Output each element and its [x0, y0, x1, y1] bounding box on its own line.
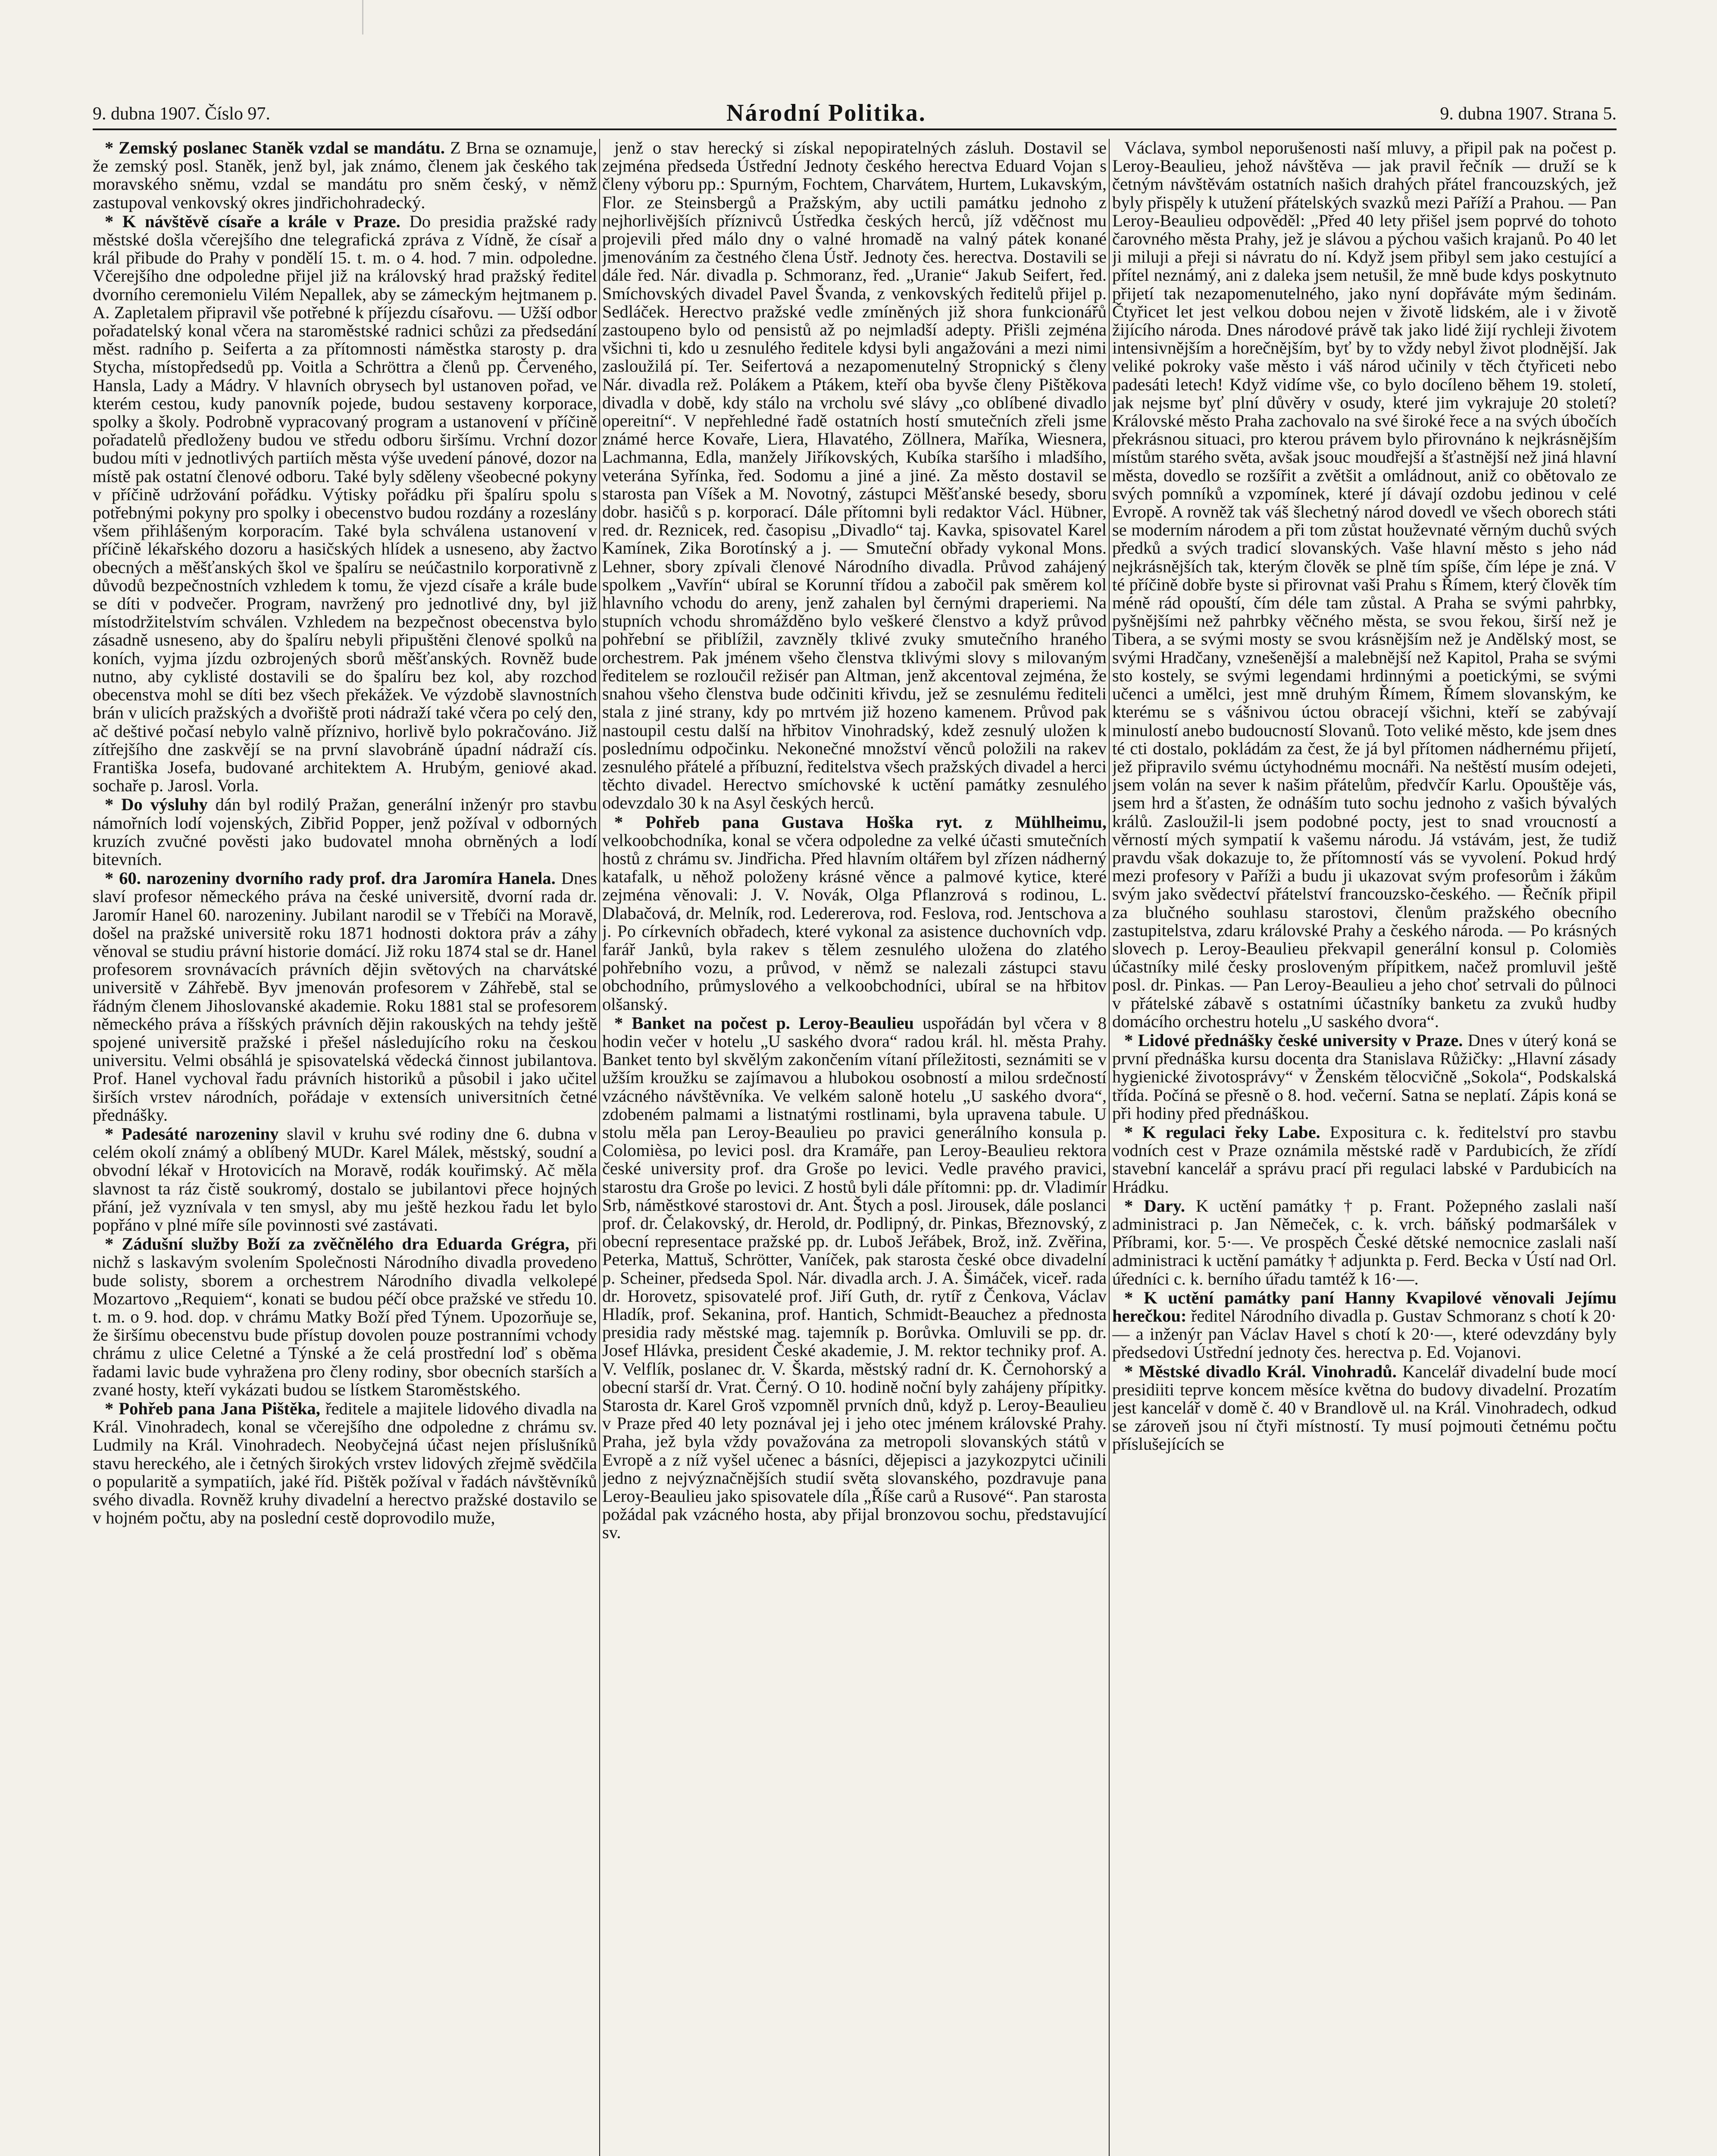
article-item: [1112, 1031, 1617, 1122]
article-body: dán byl rodilý Pražan, generální inženýr pro stavbu námořních lodí vojenských, Zibřid Popper, jenž požíval v odborných kruzích zvučné pověsti jako budovatel mnoha obrněných a lodí bitevních.: [93, 795, 597, 869]
article-item: [602, 1014, 1107, 1542]
article-headline: * K návštěvě císaře a krále v Praze.: [105, 211, 400, 231]
article-body: uspořádán byl včera v 8 hodin večer v hotelu „U saského dvora“ radou král. hl. města Prahy. Banket tento byl skvělým zakončením vítaní příležitosti, seznámiti se v užším kroužku se zajímavou a hlubokou osobností a milou srdečností vzácného návštěvníka. Ve velkém saloně hotelu „U saského dvora“, zdobeném palmami a listnatými rostlinami, byla upravena tabule. U stolu měla pan Leroy-Beaulieu po pravici generálního konsula p. Colomièsa, po levici posl. dra Kramáře, pan Leroy-Beaulieu rektora české university prof. dra Groše po levici. Vedle pravého pravici, starostu dra Groše po levici. Z hostů byli dále přítomni: pp. dr. Vladimír Srb, náměstkové starostovi dr. Ant. Štych a posl. Jirousek, dále poslanci prof. dr. Čelakovský, dr. Herold, dr. Podlipný, dr. Pinkas, Březnovský, z obecní representace pražské pp. dr. Luboš Jeřábek, Brož, inž. Zvěřina, Peterka, Mattuš, Schrötter, Vaníček, pak starosta české obce divadelní p. Scheiner, předseda Spol. Nár. divadla arch. J. A. Šimáček, viceř. rada dr. Horovetz, spisovatelé prof. Jiří Guth, dr. rytíř z Čenkova, Václav Hladík, prof. Sekanina, prof. Hantich, Schmidt-Beauchez a přednosta presidia rady městské mag. tajemník p. Borůvka. Omluvili se pp. dr. Josef Hlávka, president České akademie, J. M. rektor techniky prof. A. V. Velflík, poslanec dr. V. Škarda, městský radní dr. K. Černohorský a obecní starší dr. Vrat. Černý. O 10. hodině noční byly zahájeny přípitky. Starosta dr. Karel Groš vzpomněl prvních dnů, když p. Leroy-Beaulieu v Praze před 40 lety poznával jej i jeho otec jménem královské Prahy. Praha, jež byla vždy považována za metropoli slovanských států v Evropě a z níž vyšel učenec a básníci, dějepisci a jazykozpytci učinili jedno z nejvýznačnějších studií světa slovanského, pozdravuje pana Leroy-Beaulieu jako spisovatele díla „Říše carů a Rusové“. Pan starosta požádal pak vzácného hosta, aby přijal bronzovou sochu, představující sv.: [602, 1013, 1107, 1542]
article-body: Z Brna se oznamuje, že zemský posl. Staněk, jenž byl, jak známo, členem jak českého tak moravského sněmu, vzdal se mandátu pro sněm český, v němž zastupoval venkovský okres jindřichohradecký.: [93, 139, 597, 212]
masthead-title: Národní Politika.: [726, 100, 926, 126]
column-divider-2: [1109, 139, 1110, 2156]
article-body: Václava, symbol neporušenosti naší mluvy, a připil pak na počest p. Leroy-Beaulieu, jehož návštěva — jak pravil řečník — druží se k četným návštěvám ostatních našich drahých přátel francouzských, jež byly přispěly k utužení přátelských svazků mezi Paříží a Prahou. — Pan Leroy-Beaulieu odpověděl: „Před 40 lety přišel jsem poprvé do tohoto čarovného města Prahy, jež je slávou a pýchou vašich krajanů. Po 40 let ji miluji a přeji si návratu do ní. Když jsem přibyl sem jako cestující a přítel neznámý, ani z daleka jsem netušil, že mně bude kdys poskytnuto přijetí tak nezapomenutelného, jako nyní dopřáváte mým šedinám. Čtyřicet let jest velkou dobou nejen v životě lidském, ale i v životě žijícího národa. Dnes národové právě tak jako lidé žijí rychleji životem intensivnějším a horečnějším, byť by to vždy nebyl život plodnější. Jak veliké pokroky vaše město i váš národ učinily v těch čtyřiceti nebo padesáti letech! Když vidíme vše, co bylo docíleno během 19. století, jak nejsme byť plní důvěry v osudy, které jim vykrajuje 20 století? Královské město Praha zachovalo na své široké řece a na svých úbočích překrásnou situaci, pro kterou právem bylo přirovnáno k nejkrásnějším místům starého světa, avšak jsouc moudřejší a šťastnější než jiná hlavní města, dovedlo se rozšířit a zvětšit a omládnout, aniž co obětovalo ze svých pomníků a vzpomínek, které jí dávají ozdobu jedinou v celé Evropě. A rovněž tak váš šlechetný národ dovedl ve všech oborech státi se moderním národem a při tom zůstat houževnaté věrným duchů svých předků a svých tradicí slovanských. Vaše hlavní město s jeho nád nejkrásnějších tak, kterým člověk se plně tím spíše, čím lépe je zná. V té příčině dobře byste si přirovnat vaši Prahu s Římem, který člověk tím méně rád opouští, čím déle tam zůstal. A Praha se svými pahrbky, pyšnějšími než pahrbky věčného města, se svou řekou, širší než je Tibera, a se svými mosty se svou krásnějším než je Andělský most, se svými Hradčany, vznešenější a malebnější než Kapitol, Praha se svými sto kostely, se svými legendami hrdinnými a poetickými, se svými učenci a umělci, jest mně druhým Římem, Římem slovanským, ke kterému se s vášnivou úctou obracejí všichni, kteří se zabývají minulostí anebo budoucností Slovanů. Toto veliké město, kde jsem dnes té cti dostalo, pokládám za čest, že já byl přítomen nádhernému přijetí, jež připravilo svému úctyhodnému mocnáři. Na neštěstí musím odejeti, jsem volán na sever k našim přátelům, předvčír Karlu. Opouštěje vás, jsem hrd a šťasten, že odnáším tuto sochu jednoho z vašich bývalých králů. Zasloužil-li jsem podobné pocty, jest to snad vroucností a věrností mých sympatií k vašemu národu. Já vstávám, jest, že tudiž pravdu však dokazuje to, že přítomností vás se vyvolení. Pokud hrdý mezi profesory v Paříži a budu ji ukazovat svým profesorům i žákům svým jako svědectví přátelství francouzsko-českého. — Řečník připil za blučného souhlasu starostovi, členům pražského obecního zastupitelstva, zdaru královské Prahy a českého národa. — Po krásných slovech p. Leroy-Beaulieu překvapil generální konsul p. Colomiès účastníky milé česky prosloveným přípitkem, načež promluvil ještě posl. dr. Pinkas. — Pan Leroy-Beaulieu a jeho choť setrvali do půlnoci v přátelské zábavě s ostatními účastníky banketu za zvuků hudby domácího orchestru hotelu „U saského dvora“.: [1112, 139, 1617, 1031]
article-item: [93, 1400, 597, 1527]
article-body: K uctění památky † p. Frant. Požepného zaslali naší administraci p. Jan Němeček, c. k. vrch. báňský podmaršálek v Příbrami, kor. 5·—. Ve prospěch České dětské nemocnice zaslali naší administraci k uctění památky † adjunkta p. Ferd. Becka v Ústí nad Orl. úředníci c. k. berního úřadu tamtéž k 16·—.: [1112, 1196, 1617, 1288]
article-body: ředitel Národního divadla p. Gustav Schmoranz s chotí k 20·— a inženýr pan Václav Havel s chotí k 20·—, které odevzdány byly předsedovi Ústřední jednoty čes. herectva p. Ed. Vojanovi.: [1112, 1306, 1617, 1362]
column-divider-1: [599, 139, 600, 2156]
article-headline: * K uctění památky paní Hanny Kvapilové věnovali Jejímu herečkou:: [1112, 1288, 1617, 1326]
column-2: [602, 139, 1107, 2156]
article-body: jenž o stav herecký si získal nepopiratelných zásluh. Dostavil se zejména předseda Ústřední Jednoty českého herectva Eduard Vojan s členy výboru pp.: Spurným, Fochtem, Charvátem, Hurtem, Lukavským, Flor. ze Steinsbergů a Pražským, aby uctili památku jednoho z nejhorlivějších příznivců Ústředka českých herců, jíž vděčnost mu projevili před málo dny o valné hromadě na valný pátek konané jmenováním za čestného člena Ústř. Jednoty čes. herectva. Dostavili se dále řed. Nár. divadla p. Schmoranz, řed. „Uranie“ Jakub Seifert, řed. Smíchovských divadel Pavel Švanda, z venkovských ředitelů přijel p. Sedláček. Herectvo pražské vedle zmíněných již shora funkcionářů zastoupeno bylo od pensistů až po nejmladší adepty. Přišli zejména všichni ti, kdo u zesnulého ředitele kdysi byli angažováni a mezi nimi zasloužilá pí. Ter. Seifertová a nezapomenutelný Stropnický s členy Nár. divadla rež. Polákem a Ptákem, kteří oba byvše členy Pištěkova divadla v době, kdy stálo na vrcholu své slávy „co oblíbené divadlo opereitní“. V nepřehledné řadě ostatních hostí smutečních zřeli jsme známé herce Kovaře, Liera, Hlavatého, Zöllnera, Maříka, Wiesnera, Lachmanna, Edla, manžely Jiříkovských, Kubíka staršího i mladšího, veterána Syřínka, řed. Sodomu a jiné a jiné. Za město dostavil se starosta pan Víšek a M. Novotný, zástupci Měšťanské besedy, sboru dobr. hasičů s p. korporací. Dále přítomni byli redaktor Václ. Hübner, red. dr. Reznicek, red. časopisu „Divadlo“ taj. Kavka, spisovatel Karel Kamínek, Zika Borotínský a j. — Smuteční obřady vykonal Mons. Lehner, sbory zpívali členové Národního divadla. Průvod zahájený spolkem „Vavřín“ ubíral se Korunní třídou a zabočil pak směrem kol hlavního vchodu do areny, jenž zahalen byl černými draperiemi. Na stupních vchodu shromážděno bylo veškeré členstvo a když průvod pohřební se přiblížil, zavzněly tklivé zvuky smutečního hraného orchestrem. Pak jménem všeho členstva tklivými slovy s milovaným ředitelem se rozloučil režisér pan Altman, jenž akcentoval zejména, že snahou všeho členstva bude odčiniti křivdu, jež se zesnulému řediteli stala z jiné strany, kdy po mrtvém již hozeno kamenem. Průvod pak nastoupil cestu další na hřbitov Vinohradský, kdež zesnulý uložen k poslednímu odpočinku. Nekonečné množství věnců položili na rakev zesnulého přátelé a příbuzní, ředitelstva všech pražských divadel a herci těchto divadel. Herectvo smíchovské k uctění památky zesnulého odevzdalo 30 k na Asyl českých herců.: [602, 139, 1107, 813]
article-item: [93, 139, 597, 212]
article-item: [1112, 1363, 1617, 1454]
article-headline: * 60. narozeniny dvorního rady prof. dra Jaromíra Hanela.: [105, 868, 556, 888]
article-body: Dnes slaví profesor německého práva na české universitě, dvorní rada dr. Jaromír Hanel 60. narozeniny. Jubilant narodil se v Třebíči na Moravě, došel na pražské universitě roku 1871 hodnosti doktora práv a záhy věnoval se studiu právní historie domácí. Již roku 1874 stal se dr. Hanel profesorem srovnávacích právních dějin světových na charvátské universitě v Záhřebě. Byv jmenován profesorem v Záhřebě, stal se řádným členem Jihoslovanské akademie. Roku 1881 stal se profesorem německého práva a říšských právních dějin rakouských na tehdy ještě spojené universitě pražské i přešel následujícího roku na českou universitu. Velmi obsáhlá je spisovatelská vědecká činnost jubilantova. Prof. Hanel vychoval řadu právních historiků a působil i jako učitel širších vrstev národních, pořádaje v extensích universitních četné přednášky.: [93, 868, 597, 1125]
article-body: slavil v kruhu své rodiny dne 6. dubna v celém okolí známý a oblíbený MUDr. Karel Málek, městský, soudní a obvodní lékař v Hrotovicích na Moravě, rodák kouřimský. Ač měla slavnost ta ráz čistě soukromý, dostalo se jubilantovi přece hojných přání, jež vyznívala v ten smysl, aby mu ještě hezkou řadu let bylo popřáno v plné míře síle povinnosti své zastávati.: [93, 1124, 597, 1235]
page-header: [93, 96, 1617, 128]
article-headline: * Banket na počest p. Leroy-Beaulieu: [614, 1013, 914, 1033]
article-headline: * Lidové přednášky české university v Praze.: [1124, 1030, 1463, 1050]
article-headline: * Pohřeb pana Gustava Hoška ryt. z Mühlheimu,: [614, 812, 1107, 832]
page-mark: [362, 0, 363, 34]
article-headline: * Pohřeb pana Jana Pištěka,: [105, 1399, 320, 1419]
article-headline: * Městské divadlo Král. Vinohradů.: [1124, 1361, 1397, 1381]
header-rule: [93, 128, 1617, 130]
article-headline: * Zádušní služby Boží za zvěčnělého dra Eduarda Grégra,: [105, 1234, 569, 1254]
article-body: při nichž s laskavým svolením Společnosti Národního divadla provedeno bude solisty, sborem a orchestrem Národního divadla velkolepé Mozartovo „Requiem“, konati se budou péčí obce pražské ve středu 10. t. m. o 9. hod. dop. v chrámu Matky Boží před Týnem. Upozorňuje se, že širšímu obecenstvu bude přístup dovolen pouze postranními vchody chrámu z ulice Celetné a Týnské a že celá prostřední loď s oběma řadami lavic bude vyhražena pro členy rodiny, sbor obecních starších a zvané hosty, kteří vykázati budou se lístkem Staroměstského.: [93, 1234, 597, 1399]
article-headline: * Padesáté narozeniny: [105, 1124, 279, 1144]
article-item: [93, 796, 597, 868]
article-headline: * K regulaci řeky Labe.: [1124, 1122, 1320, 1142]
column-3: [1112, 139, 1617, 2156]
article-item: [1112, 1123, 1617, 1196]
article-body: Kancelář divadelní bude mocí presidiiti teprve koncem měsíce května do budovy divadelní. Prozatím jest kancelář v domě č. 40 v Brandlově ul. na Král. Vinohradech, odkud se zároveň jsou ní čtyři místností. Ty musí pojmouti četnému počtu příslušejících se: [1112, 1361, 1617, 1454]
header-date-issue: 9. dubna 1907. Číslo 97.: [93, 104, 270, 124]
header-date-page: 9. dubna 1907. Strana 5.: [1440, 104, 1617, 124]
article-headline: * Dary.: [1124, 1196, 1185, 1216]
article-body: velkoobchodníka, konal se včera odpoledne za velké účasti smutečních hostů z chrámu sv. Jindřicha. Před hlavním oltářem byl zřízen nádherný katafalk, u něhož položeny krásné věnce a palmové kytice, které zejména věnovali: J. V. Novák, Olga Pflanzrová s rodinou, L. Dlabačová, dr. Melník, rod. Ledererova, rod. Feslova, rod. Jentschova a j. Po církevních obřadech, které vykonal za asistence duchovních vdp. farář Janků, byla rakev s tělem zesnulého uložena do zlatého pohřebního vozu, a průvod, v němž se nalezali zástupci stavu obchodního, průmyslového a velkoobchodníci, ubíral se na hřbitov olšanský.: [602, 830, 1107, 1014]
article-item: [1112, 1289, 1617, 1362]
article-headline: * Do výsluhy: [105, 795, 208, 815]
article-item: [1112, 1197, 1617, 1288]
column-1: [93, 139, 597, 2156]
article-item: [1112, 139, 1617, 1031]
article-body: Do presidia pražské rady městské došla včerejšího dne telegrafická zpráva z Vídně, že císař a král přibude do Prahy v pondělí 15. t. m. o 4. hod. 7 min. odpoledne. Včerejšího dne odpoledne přijel již na královský hrad pražský ředitel dvorního ceremonielu Vilém Nepallek, aby se zámeckým hejtmanem p. A. Zapletalem připravil vše potřebné k příjezdu císařovu. — Užší odbor pořadatelský konal včera na staroměstské radnici schůzi za předsedání měst. radního p. Seiferta a za přítomnosti náměstka starosty p. dra Stycha, místopředsedů pp. Voitla a Schröttra a členů pp. Červeného, Hansla, Lady a Mádry. V hlavních obrysech byl ustanoven pořad, ve kterém cestou, kudy panovník pojede, budou sestaveny korporace, spolky a školy. Podrobně vypracovaný program a ustanovení v příčině pořadatelů předloženy budou ve středu odboru širšímu. Vrchní dozor budou míti v jednotlivých partiích města výše uvedení pánové, dozor na místě pak ostatní členové odboru. Také byly sděleny všeobecné pokyny v příčině udržování pořádku. Výtisky pořádku při špalíru spolu s potřebnými pokyny pro spolky i obecenstvo budou rozdány a rozeslány všem přihlášeným korporacím. Také byla schválena ustanovení v příčině lékařského dozoru a hasičských hlídek a usneseno, aby žactvo obecných a měšťanských škol ve špalíru se neúčastnilo korporativně z důvodů bezpečnostních vzhledem k tomu, že vjezd císaře a krále bude se díti v podvečer. Program, navržený pro jednotlivé dny, byl již místodržitelstvím schválen. Vzhledem na bezpečnost obecenstva bylo zásadně usneseno, aby do špalíru nebyli připuštěni členové spolků na koních, vyjma jízdu ozbrojených sborů měšťanských. Rovněž bude nutno, aby cyklisté dostavili se do špalíru bez kol, aby rozchod obecenstva mohl se díti bez všech překážek. Ve výzdobě slavnostních brán v ulicích pražských a dvořiště proti nádraží také včera po celý den, ač deštivé počasí nebylo valně příznivo, horlivě bylo pokračováno. Již zítřejšího dne zaskvějí se na první slavobráně úpadní nádraží cís. Františka Josefa, budované architektem A. Hrubým, geniové akad. sochaře p. Jarosl. Vorla.: [93, 211, 597, 796]
article-headline: * Zemský poslanec Staněk vzdal se mandátu.: [105, 139, 445, 157]
article-item: [93, 213, 597, 795]
article-item: [602, 139, 1107, 812]
article-body: Expositura c. k. ředitelství pro stavbu vodních cest v Praze oznámila městské radě v Pardubicích, že zřídí stavební kancelář a správu prací při regulaci labské v Pardubicích na Hrádku.: [1112, 1122, 1617, 1197]
article-item: [93, 1125, 597, 1234]
article-body: Dnes v úterý koná se první přednáška kursu docenta dra Stanislava Růžičky: „Hlavní zásady hygienické životosprávy“ v Ženském tělocvičně „Sokola“, Podskalská třída. Počíná se přesně o 8. hod. večerní. Satna se neplatí. Zápis koná se při hodiny před přednáškou.: [1112, 1030, 1617, 1123]
article-item: [93, 869, 597, 1124]
article-item: [602, 813, 1107, 1013]
article-body: ředitele a majitele lidového divadla na Král. Vinohradech, konal se včerejšího dne odpoledne z chrámu sv. Ludmily na Král. Vinohradech. Neobyčejná účast nejen příslušníků stavu hereckého, ale i četných širokých vrstev lidových zřejmě svědčila o popularitě a sympatiích, jaké říd. Pištěk požíval v řadách návštěvníků svého divadla. Rovněž kruhy divadelní a herectvo pražské dostavilo se v hojném počtu, aby na poslední cestě doprovodilo muže,: [93, 1399, 597, 1528]
article-item: [93, 1235, 597, 1399]
